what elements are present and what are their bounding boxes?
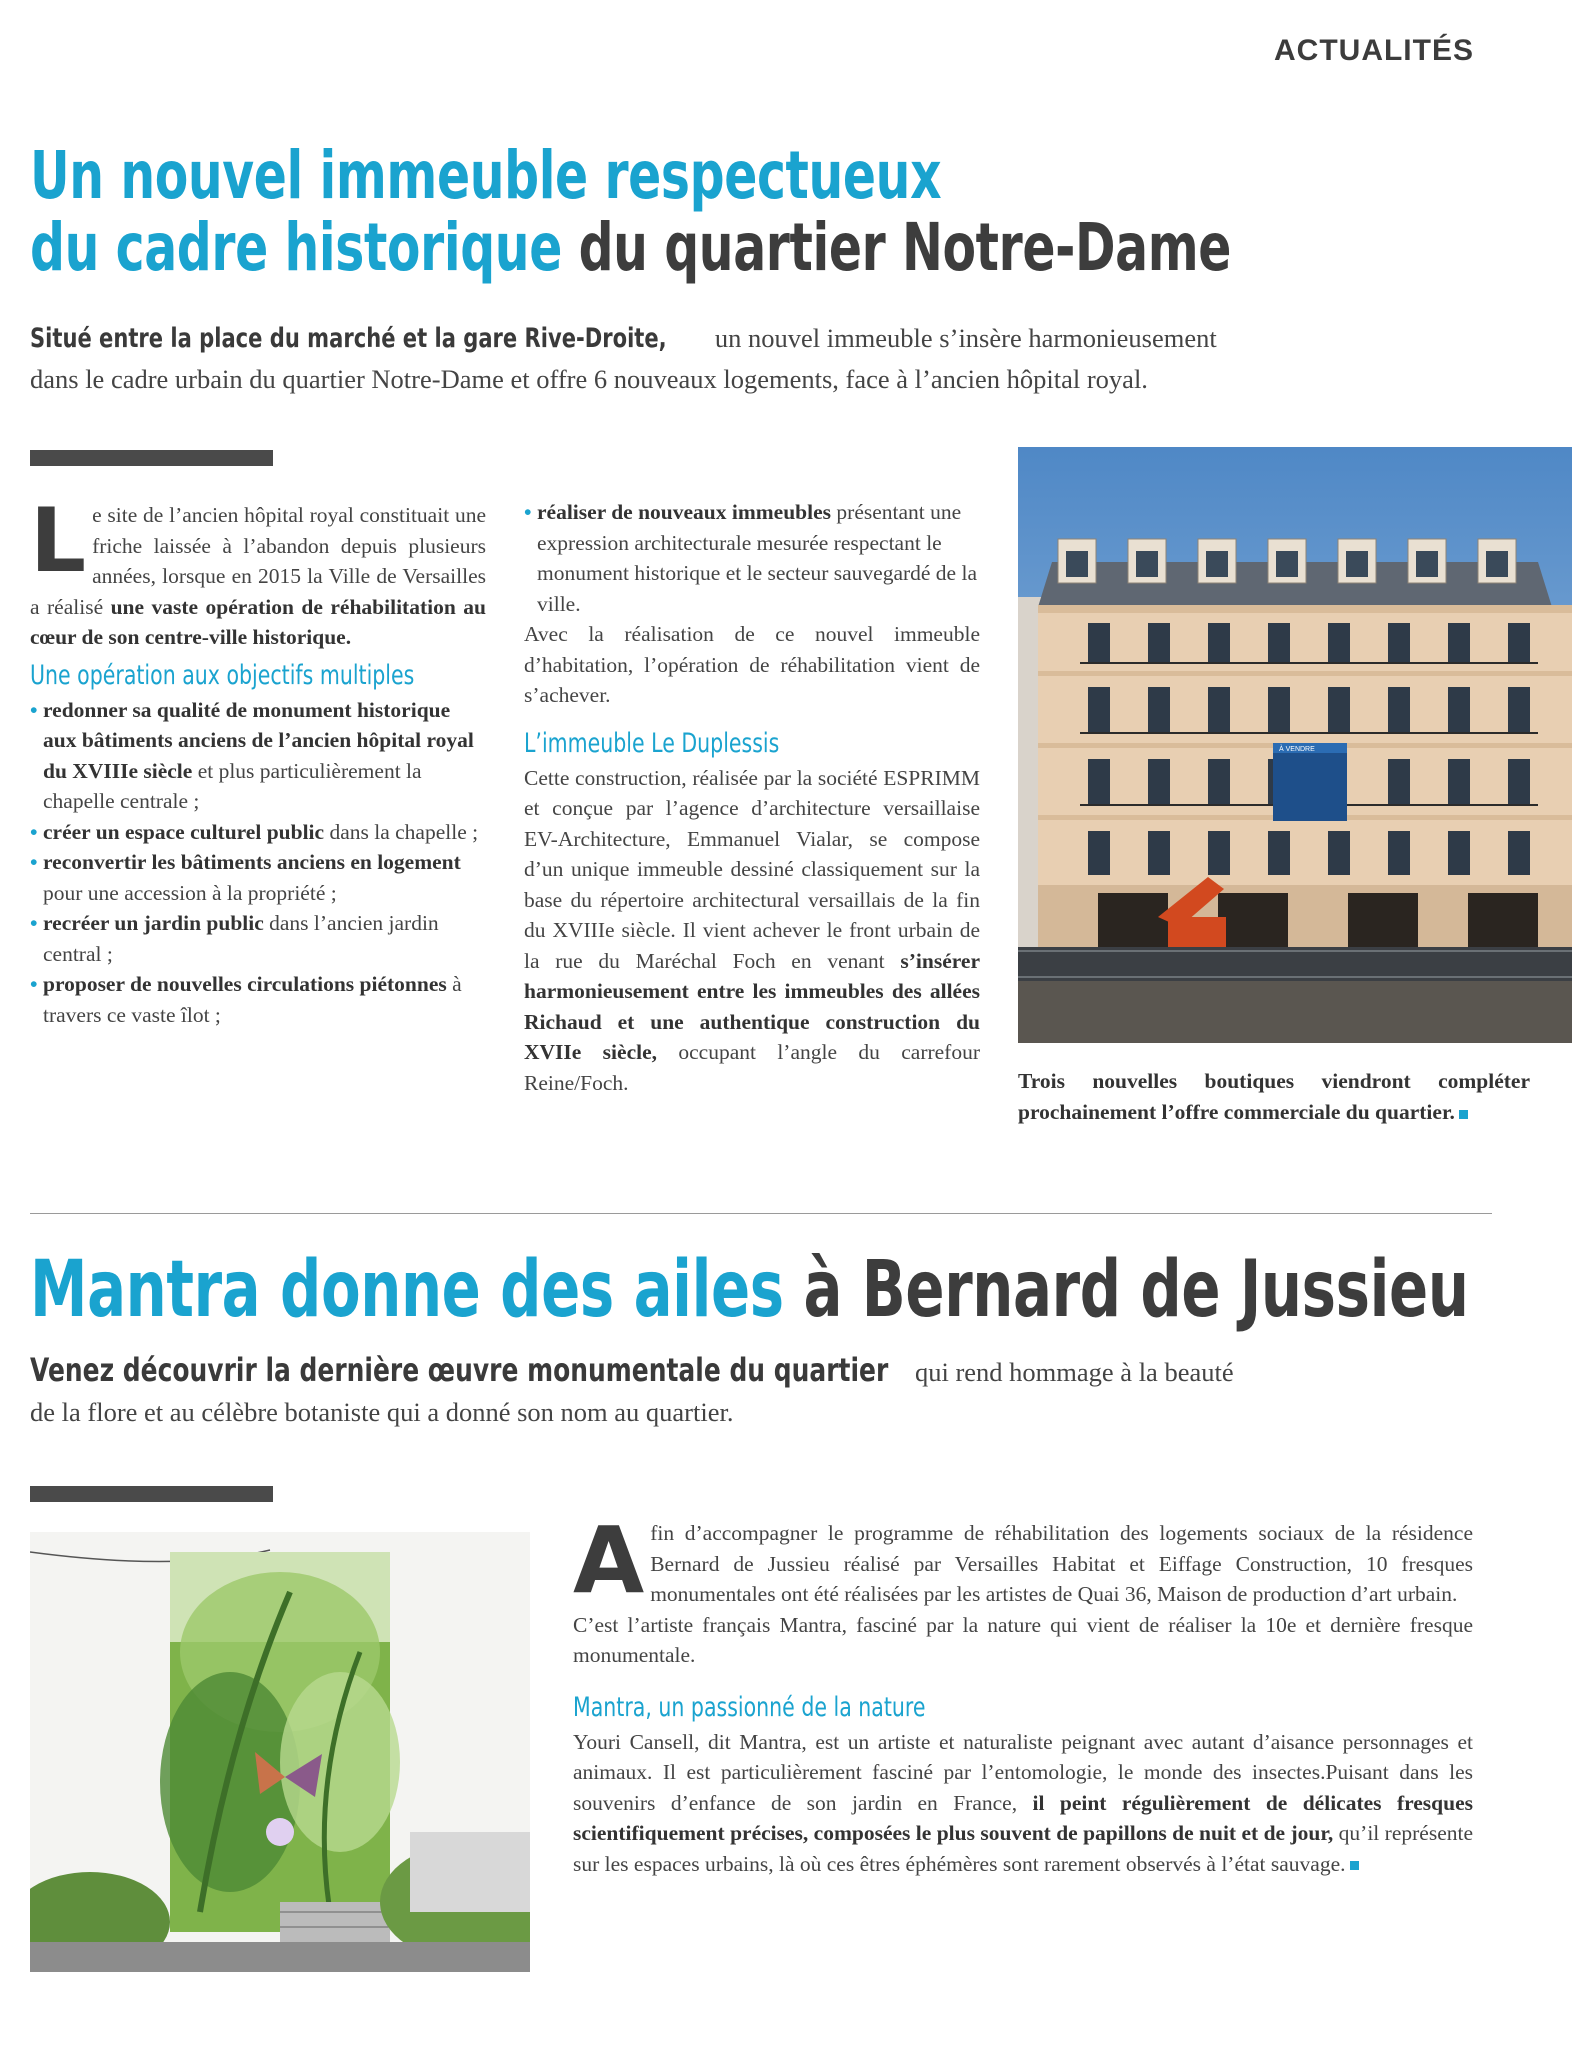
lead2-rest: qui rend hommage à la beauté <box>908 1357 1234 1387</box>
sign-text: À VENDRE <box>1279 746 1315 753</box>
intro-paragraph: Le site de l’ancien hôpital royal constituait une friche laissée à l’abandon depuis plusieurs années, lorsque en 2015 la Ville de Versailles a réalisé une vaste opération de réhabilitation au cœur de son centre-ville historique. <box>30 489 486 649</box>
headline-blue-line2: du cadre historique <box>30 209 562 286</box>
lead2-line2: de la flore et au célèbre botaniste qui a donné son nom au quartier. <box>30 1397 734 1427</box>
dropcap-a: A <box>573 1507 645 1614</box>
section-rule-bar <box>30 450 273 466</box>
mantra-heading: Mantra, un passionné de la nature <box>573 1691 926 1723</box>
objective-item: • créer un espace culturel public dans la chapelle ; <box>30 817 486 848</box>
headline-dark-line2: du quartier Notre-Dame <box>561 209 1232 286</box>
building-photo <box>1018 447 1572 1043</box>
objectives-heading: Une opération aux objectifs multiples <box>30 659 415 691</box>
section-label: ACTUALITÉS <box>1274 34 1474 67</box>
dropcap-l: L <box>30 489 87 592</box>
mural-photo <box>30 1532 530 1972</box>
end-mark <box>1459 1110 1468 1119</box>
section-rule-bar-2 <box>30 1486 273 1502</box>
end-mark-2 <box>1350 1861 1359 1870</box>
objective-item: • redonner sa qualité de monument historique aux bâtiments anciens de l’ancien hôpital royal du XVIIIe siècle et plus particulièrement la chapelle centrale ; <box>30 695 486 817</box>
article1-lead <box>30 318 1530 399</box>
article2-headline <box>30 1245 1469 1335</box>
article2-lead <box>30 1350 1530 1432</box>
mural-illustration <box>30 1532 530 1972</box>
headline2-blue: Mantra donne des ailes <box>30 1245 784 1335</box>
objective-item: • reconvertir les bâtiments anciens en logement pour une accession à la propriété ; <box>30 847 486 908</box>
lead-rest: un nouvel immeuble s’insère harmonieusement <box>708 323 1217 353</box>
duplessis-heading: L’immeuble Le Duplessis <box>524 727 780 759</box>
headline-blue-line1: Un nouvel immeuble respectueux <box>30 137 942 214</box>
conclusion-paragraph: Avec la réalisation de ce nouvel immeuble d’habitation, l’opération de réhabilitation vient de s’achever. <box>524 622 980 707</box>
article2-para1: Afin d’accompagner le programme de réhabilitation des logements sociaux de la résidence Bernard de Jussieu réalisé par Versailles Habitat et Eiffage Construction, 10 fresques monumentales ont été réalisées par les artistes de Quai 36, Maison de production d’art urbain. <box>573 1507 1473 1614</box>
article1-column-1 <box>30 489 486 1030</box>
photo-caption: Trois nouvelles boutiques viendront compléter prochainement l’offre commerciale du quartier. <box>1018 1069 1530 1124</box>
article1-headline <box>30 137 1232 286</box>
article1-column-2 <box>524 497 980 1098</box>
duplessis-paragraph: Cette construction, réalisée par la société ESPRIMM et conçue par l’agence d’architecture versaillaise EV-Architecture, Emmanuel Vialar, se compose d’un unique immeuble dessiné classiquement sur la base du répertoire architectural versaillais de la fin du XVIIIe siècle. Il vient achever le front urbain de la rue du Maréchal Foch en venant s’insérer harmonieusement entre les immeubles des allées Richaud et une authentique construction du XVIIe siècle, occupant l’angle du carrefour Reine/Foch. <box>524 765 981 1095</box>
article2-para2: C’est l’artiste français Mantra, fasciné par la nature qui vient de réaliser la 10e et dernière fresque monumentale. <box>573 1612 1473 1667</box>
lead-line2: dans le cadre urbain du quartier Notre-Dame et offre 6 nouveaux logements, face à l’ancien hôpital royal. <box>30 364 1148 394</box>
objective-item: • réaliser de nouveaux immeubles présentant une expression architecturale mesurée respectant le monument historique et le secteur sauvegardé de la ville. <box>524 497 980 619</box>
lead2-bold: Venez découvrir la dernière œuvre monumentale du quartier <box>30 1351 889 1389</box>
headline2-dark: à Bernard de Jussieu <box>783 1245 1469 1335</box>
objective-item: • proposer de nouvelles circulations piétonnes à travers ce vaste îlot ; <box>30 969 486 1030</box>
lead-bold: Situé entre la place du marché et la gare Rive-Droite, <box>30 323 667 354</box>
objective-item: • recréer un jardin public dans l’ancien jardin central ; <box>30 908 486 969</box>
article-divider <box>30 1213 1492 1214</box>
building-illustration <box>1018 447 1572 1043</box>
mantra-paragraph: Youri Cansell, dit Mantra, est un artiste et naturaliste peignant avec autant d’aisance personnages et animaux. Il est particulièrement fasciné par l’entomologie, le monde des insectes.Puisant dans les souvenirs d’enfance de son jardin en France, il peint régulièrement de délicates fresques scientifiquement précises, composées le plus souvent de papillons de nuit et de jour, qu’il représente sur les espaces urbains, là où ces êtres éphémères sont rarement observés à l’état sauvage. <box>573 1729 1473 1876</box>
article2-column <box>573 1507 1473 1879</box>
